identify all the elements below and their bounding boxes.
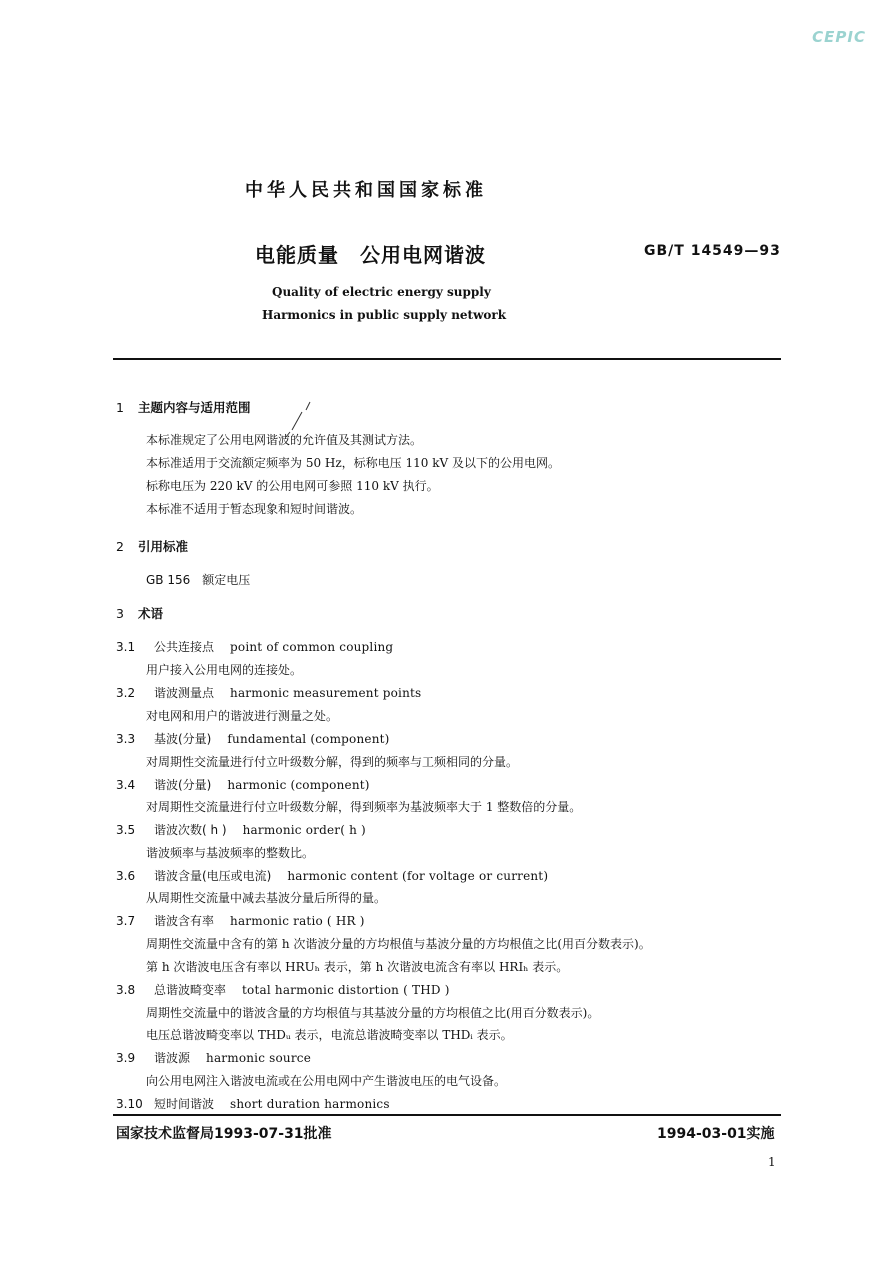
term-3-8-definition-1: 周期性交流量中的谐波含量的方均根值与其基波分量的方均根值之比(用百分数表示)。: [146, 1006, 600, 1020]
term-3-7-definition-2: 第 h 次谐波电压含有率以 HRUₕ 表示，第 h 次谐波电流含有率以 HRIₕ 表示。: [146, 960, 569, 974]
term-name-cn: 谐波含量(电压或电流): [154, 869, 272, 883]
term-3-1-heading: [116, 638, 393, 655]
section-title: 引用标准: [138, 539, 189, 554]
referenced-standard: GB 156 额定电压: [146, 573, 251, 587]
watermark-logo: CEPIC: [812, 28, 866, 46]
term-name-en: fundamental (component): [227, 732, 390, 746]
section-number: 2: [116, 539, 124, 554]
term-3-4-heading: [116, 776, 370, 793]
page-number: 1: [768, 1155, 776, 1169]
term-name-cn: 基波(分量): [154, 732, 212, 746]
term-number: 3.4: [116, 778, 136, 792]
term-number: 3.3: [116, 732, 136, 746]
term-3-8-heading: [116, 981, 450, 998]
term-number: 3.5: [116, 823, 136, 837]
term-3-1-definition: 用户接入公用电网的连接处。: [146, 663, 303, 677]
section-title: 术语: [138, 606, 164, 621]
header-divider: [113, 358, 781, 360]
term-name-en: harmonic ratio ( HR ): [230, 914, 365, 928]
term-3-3-heading: [116, 730, 390, 747]
term-3-3-definition: 对周期性交流量进行付立叶级数分解，得到的频率与工频相同的分量。: [146, 755, 519, 769]
term-name-en: total harmonic distortion ( THD ): [242, 983, 450, 997]
term-name-cn: 谐波测量点: [154, 686, 215, 700]
footer-divider: [113, 1114, 781, 1116]
term-number: 3.6: [116, 869, 136, 883]
term-number: 3.2: [116, 686, 136, 700]
document-title-en-line2: Harmonics in public supply network: [262, 308, 507, 322]
term-3-9-definition: 向公用电网注入谐波电流或在公用电网中产生谐波电压的电气设备。: [146, 1074, 507, 1088]
term-name-cn: 总谐波畸变率: [154, 983, 227, 997]
approval-statement: 国家技术监督局1993-07-31批准: [116, 1126, 332, 1142]
term-name-en: harmonic source: [206, 1051, 312, 1065]
section-1-line-2: 本标准适用于交流额定频率为 50 Hz，标称电压 110 kV 及以下的公用电网。: [146, 456, 560, 470]
term-3-7-definition-1: 周期性交流量中含有的第 h 次谐波分量的方均根值与基波分量的方均根值之比(用百分数表示)。: [146, 937, 651, 951]
section-number: 1: [116, 400, 124, 415]
term-3-2-definition: 对电网和用户的谐波进行测量之处。: [146, 709, 339, 723]
section-number: 3: [116, 606, 124, 621]
section-3-heading: [116, 604, 163, 622]
section-2-heading: [116, 537, 188, 555]
section-1-line-4: 本标准不适用于暂态现象和短时间谐波。: [146, 502, 363, 516]
term-3-9-heading: [116, 1049, 311, 1066]
national-standard-heading: 中华人民共和国国家标准: [245, 180, 487, 201]
term-name-en: harmonic content (for voltage or current): [287, 869, 549, 883]
section-1-line-1: 本标准规定了公用电网谐波的允许值及其测试方法。: [146, 433, 423, 447]
term-name-cn: 谐波含有率: [154, 914, 215, 928]
section-1-heading: [116, 398, 251, 416]
term-name-cn: 短时间谐波: [154, 1097, 215, 1111]
term-name-cn: 公共连接点: [154, 640, 215, 654]
term-3-6-heading: [116, 867, 548, 884]
term-number: 3.10: [116, 1097, 143, 1111]
term-name-en: point of common coupling: [230, 640, 394, 654]
document-title-cn: 电能质量 公用电网谐波: [255, 243, 486, 267]
term-3-8-definition-2: 电压总谐波畸变率以 THDᵤ 表示，电流总谐波畸变率以 THDᵢ 表示。: [146, 1028, 513, 1042]
term-name-en: harmonic measurement points: [230, 686, 422, 700]
term-3-10-heading: [116, 1095, 390, 1112]
term-3-7-heading: [116, 912, 365, 929]
section-title: 主题内容与适用范围: [138, 400, 251, 415]
term-3-2-heading: [116, 684, 421, 701]
term-3-5-definition: 谐波频率与基波频率的整数比。: [146, 846, 315, 860]
section-1-line-3: 标称电压为 220 kV 的公用电网可参照 110 kV 执行。: [146, 479, 439, 493]
term-name-cn: 谐波源: [154, 1051, 191, 1065]
term-3-6-definition: 从周期性交流量中减去基波分量后所得的量。: [146, 891, 387, 905]
term-name-en: short duration harmonics: [230, 1097, 390, 1111]
term-name-cn: 谐波(分量): [154, 778, 212, 792]
term-3-4-definition: 对周期性交流量进行付立叶级数分解，得到频率为基波频率大于 1 整数倍的分量。: [146, 800, 582, 814]
term-number: 3.8: [116, 983, 136, 997]
term-number: 3.1: [116, 640, 136, 654]
term-name-cn: 谐波次数( h ): [154, 823, 227, 837]
effective-date: 1994-03-01实施: [657, 1126, 775, 1142]
term-number: 3.7: [116, 914, 136, 928]
document-title-en-line1: Quality of electric energy supply: [272, 285, 491, 299]
term-name-en: harmonic (component): [227, 778, 370, 792]
term-number: 3.9: [116, 1051, 136, 1065]
standard-code: GB/T 14549—93: [644, 243, 781, 259]
term-3-5-heading: [116, 821, 366, 838]
term-name-en: harmonic order( h ): [242, 823, 366, 837]
